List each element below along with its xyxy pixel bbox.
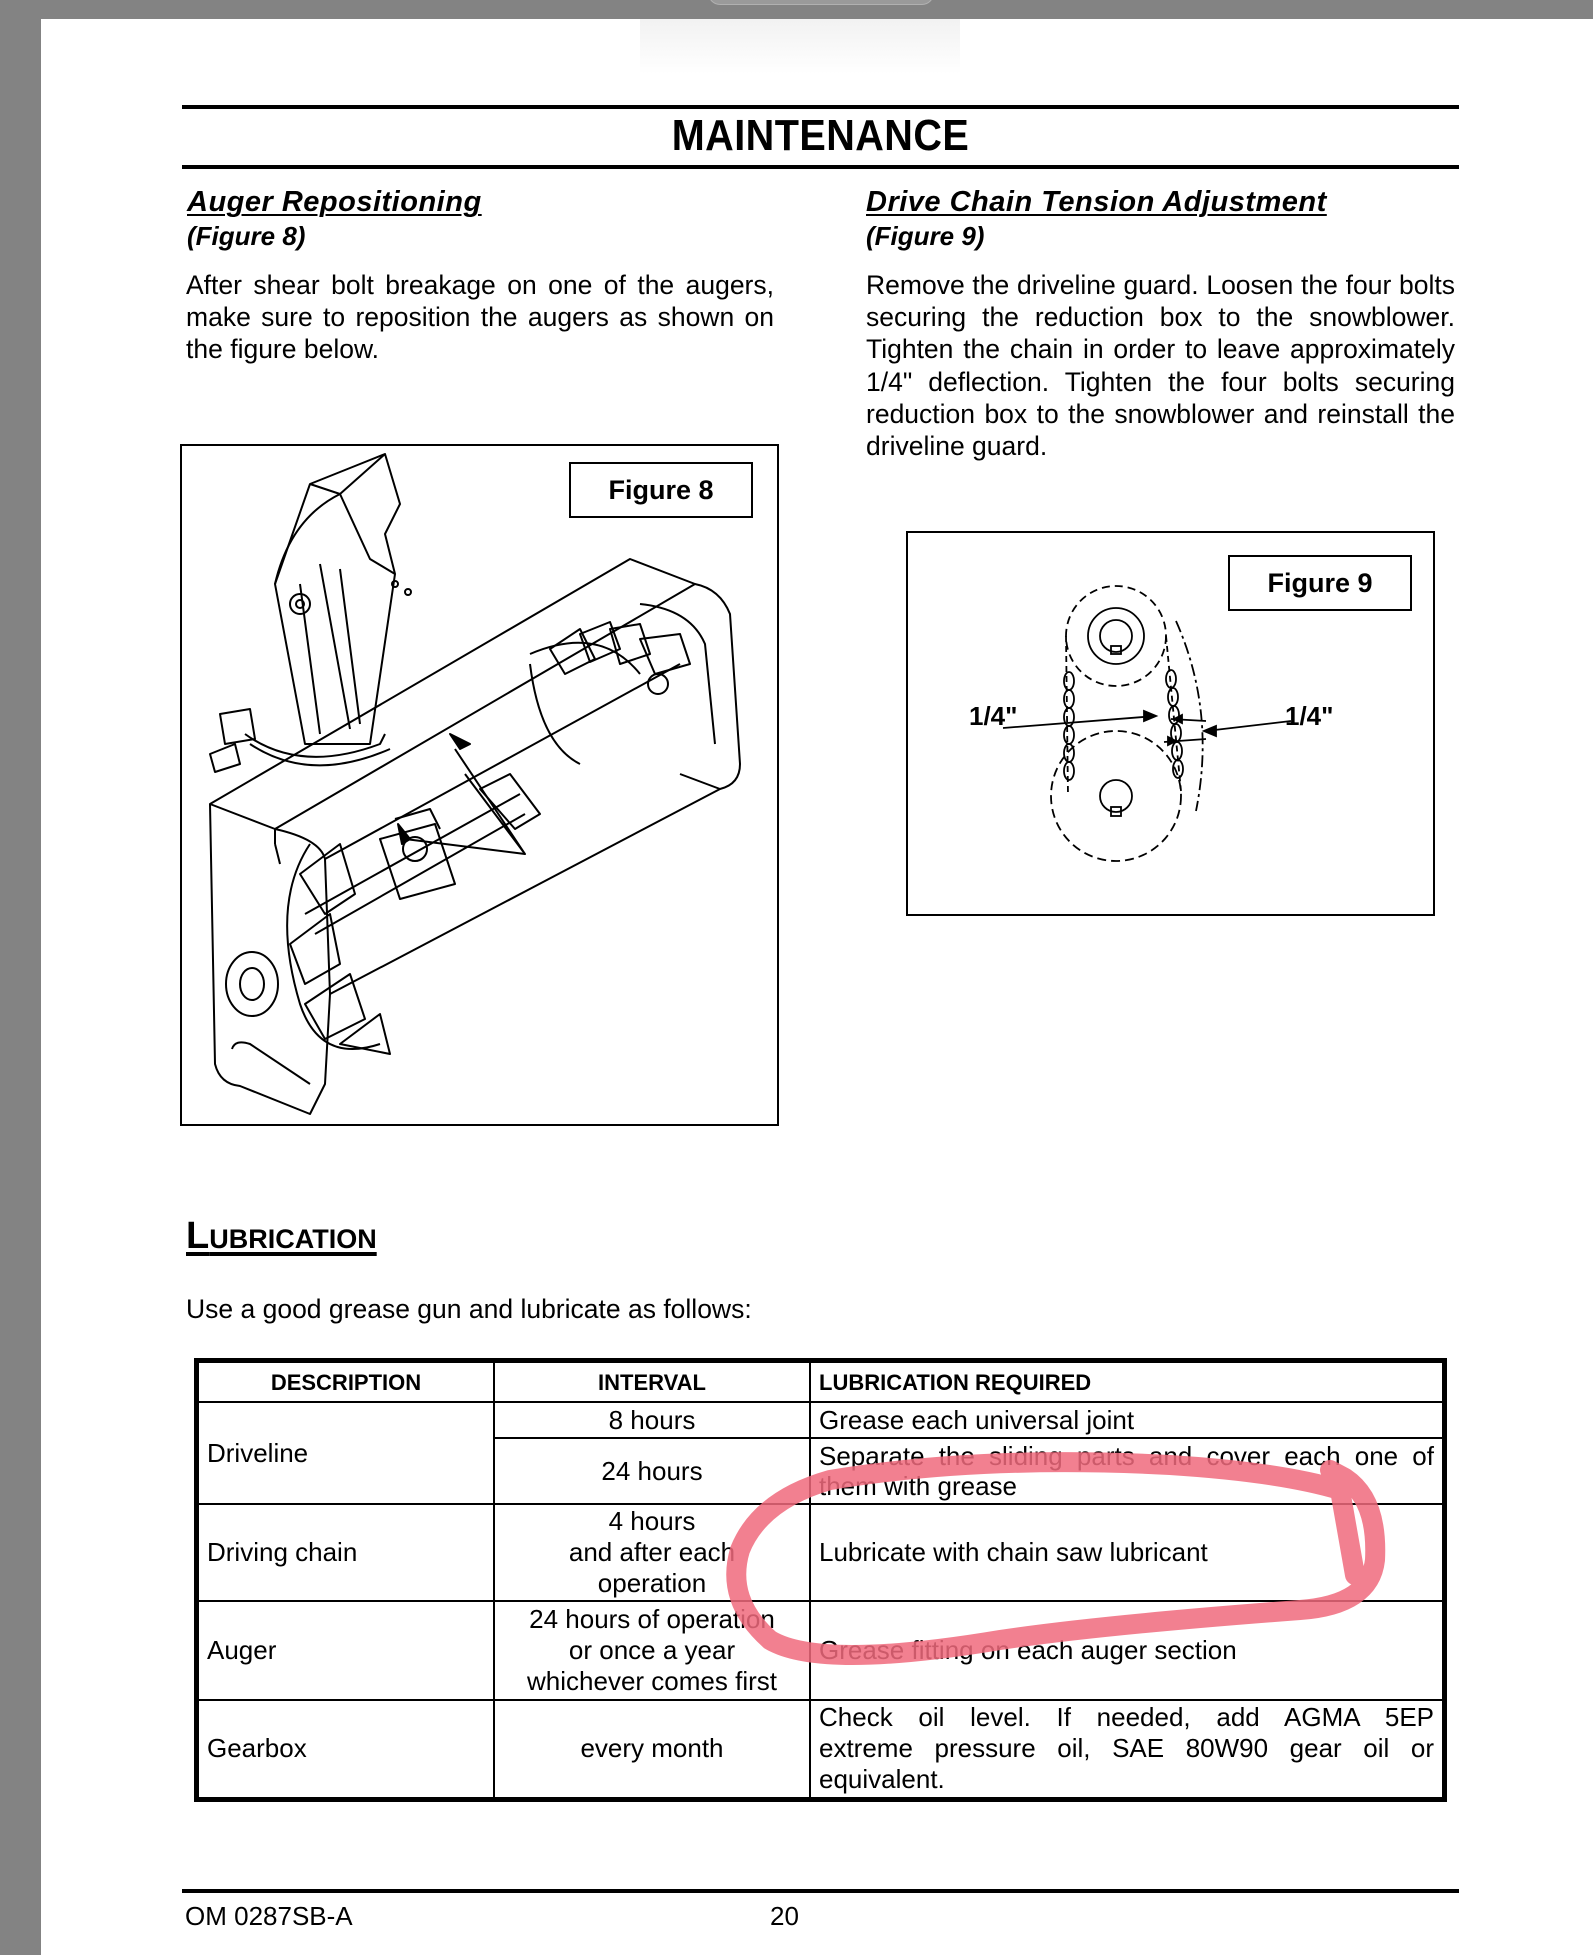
footer-rule [182, 1889, 1459, 1893]
row-interval: 8 hours [494, 1402, 810, 1438]
row-required: Lubricate with chain saw lubricant [810, 1504, 1445, 1601]
interval-line: whichever comes first [527, 1666, 777, 1696]
chain-heading: Drive Chain Tension Adjustment [866, 186, 1327, 218]
auger-heading: Auger Repositioning [187, 186, 482, 218]
row-required: Grease each universal joint [810, 1402, 1445, 1438]
row-interval: 24 hours [494, 1438, 810, 1504]
row-description: Gearbox [197, 1700, 495, 1799]
row-interval: every month [494, 1700, 810, 1799]
figure-9-label: Figure 9 [1228, 555, 1412, 611]
lubrication-heading-rest: UBRICATION [209, 1224, 377, 1254]
lubrication-heading-initial: L [186, 1215, 210, 1257]
lubrication-intro: Use a good grease gun and lubricate as follows: [186, 1294, 752, 1324]
row-required: Grease fitting on each auger section [810, 1601, 1445, 1700]
row-description: Auger [197, 1601, 495, 1700]
figure-8-label: Figure 8 [569, 462, 753, 518]
row-description: Driving chain [197, 1504, 495, 1601]
figure-9-right-dimension: 1/4" [1285, 701, 1334, 731]
row-description: Driveline [197, 1402, 495, 1504]
column-header-lubrication-required: LUBRICATION REQUIRED [810, 1361, 1445, 1403]
interval-line: 4 hours [608, 1506, 696, 1536]
interval-line: operation [597, 1568, 707, 1598]
interval-line: and after each [568, 1537, 736, 1567]
page-title: MAINTENANCE [671, 111, 970, 160]
chain-figure-ref: (Figure 9) [866, 221, 985, 251]
row-required: Check oil level. If needed, add AGMA 5EP extreme pressure oil, SAE 80W90 gear oil or equivalent. [810, 1700, 1445, 1799]
auger-figure-ref: (Figure 8) [187, 221, 306, 251]
interval-line: 24 hours of operation [529, 1604, 775, 1634]
interval-line: or once a year [568, 1635, 736, 1665]
chain-body: Remove the driveline guard. Loosen the four bolts securing the reduction box to the snowblower. Tighten the chain in order to leave approximately 1/4" deflection. Tighten the four bolts securing reduction box to the snowblower and reinstall the driveline guard. [866, 270, 1455, 462]
footer-page-number: 20 [770, 1901, 799, 1931]
row-required: Separate the sliding parts and cover each one of them with grease [810, 1438, 1445, 1504]
footer-doc-code: OM 0287SB-A [185, 1901, 353, 1931]
figure-9-left-dimension: 1/4" [969, 701, 1018, 731]
column-header-description: DESCRIPTION [197, 1361, 495, 1403]
column-header-interval: INTERVAL [494, 1361, 810, 1403]
auger-body: After shear bolt breakage on one of the augers, make sure to reposition the augers as shown on the figure below. [186, 270, 774, 365]
